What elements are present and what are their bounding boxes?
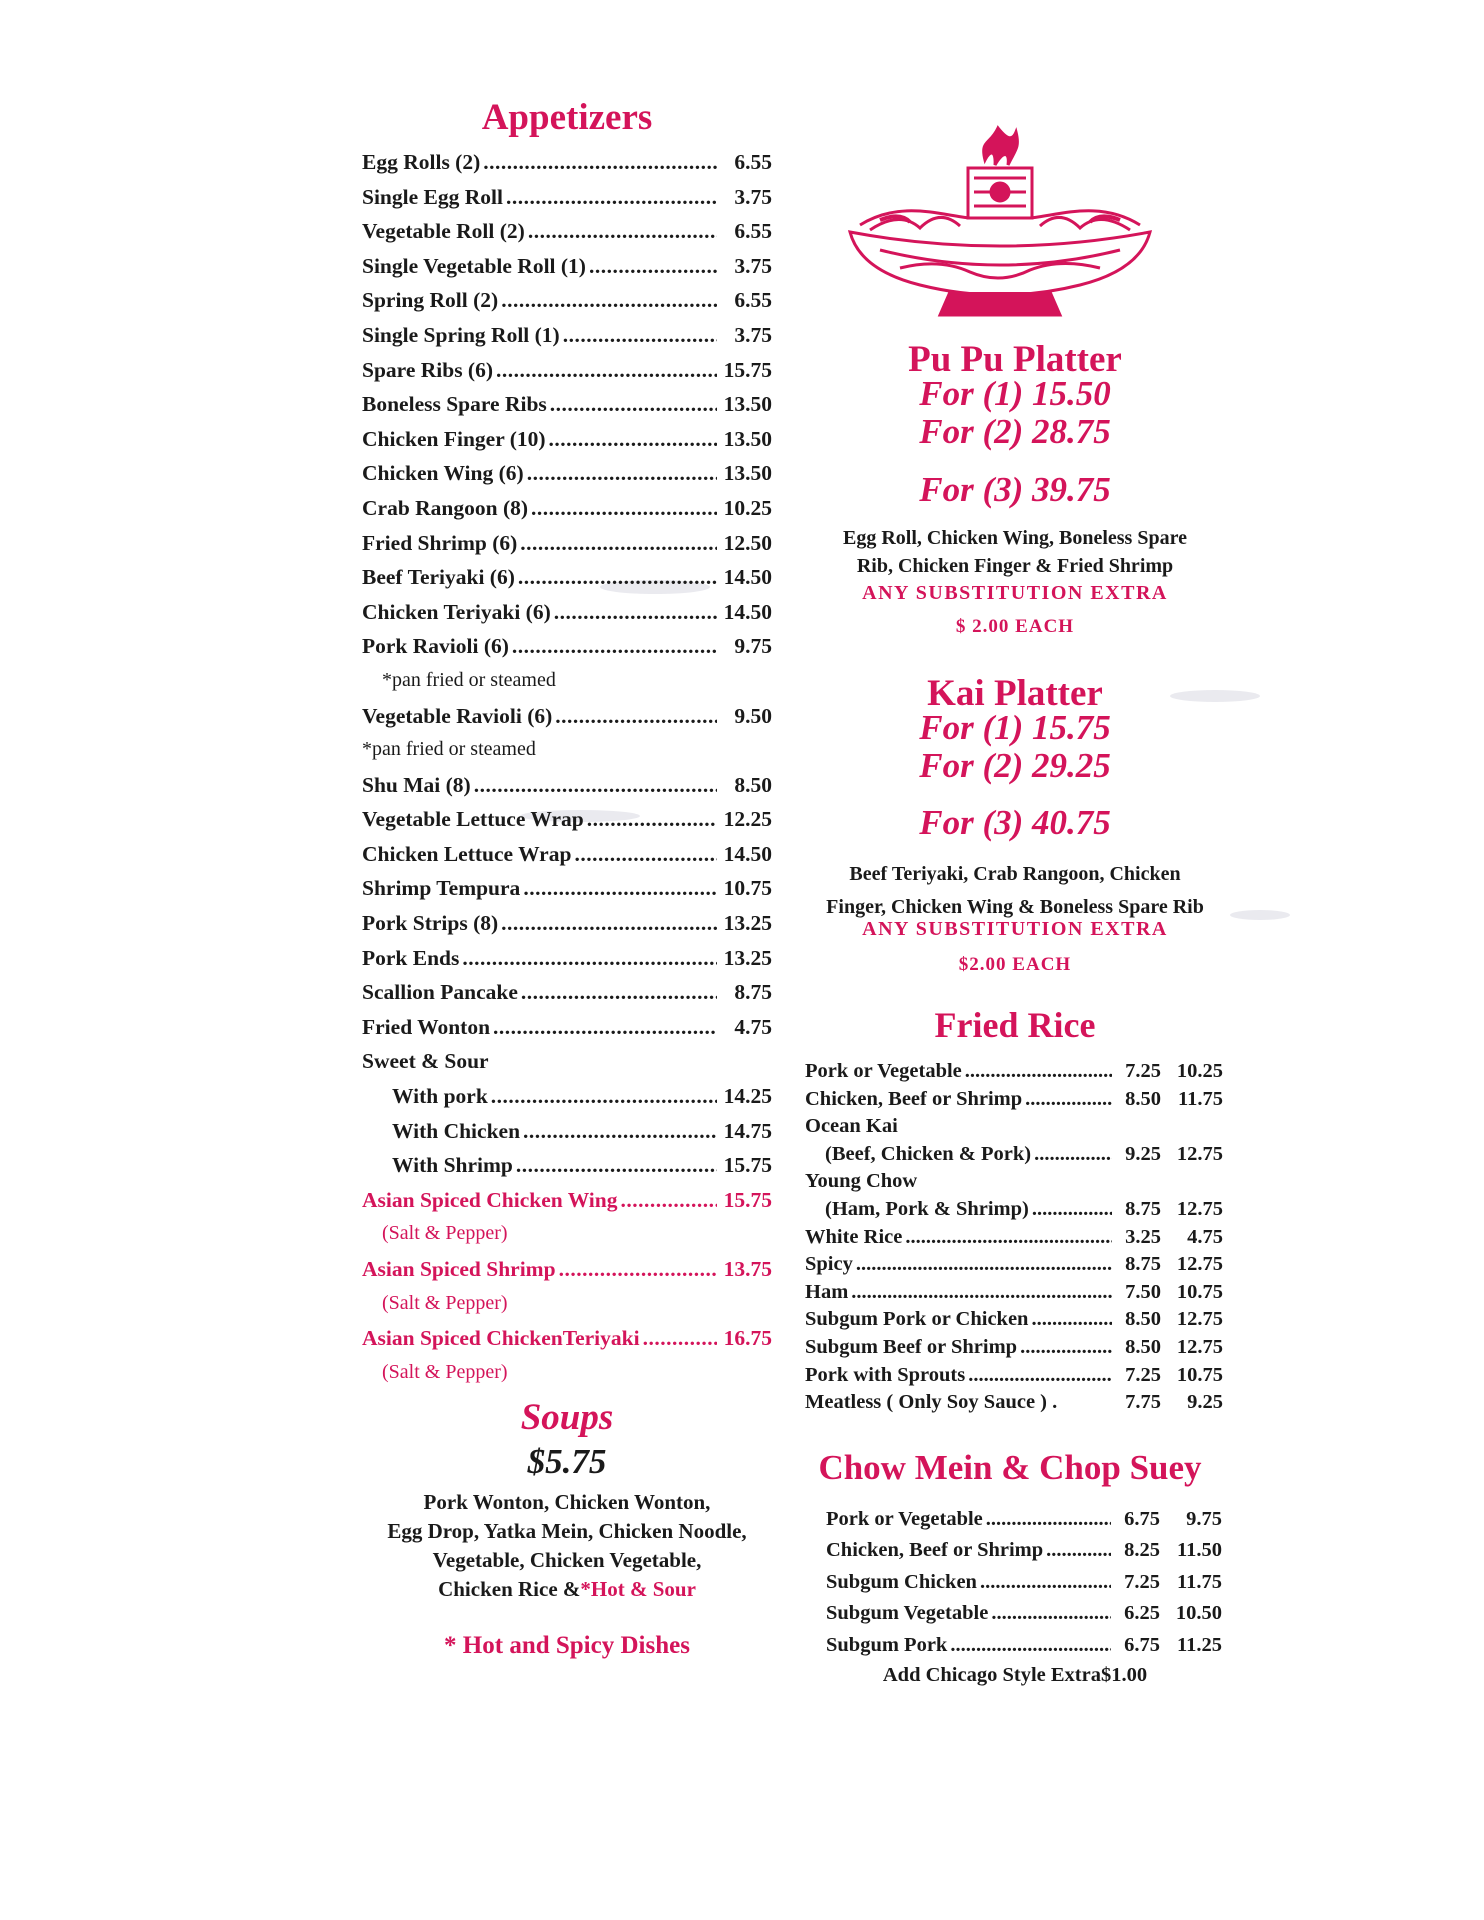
menu-item [805, 1364, 1223, 1392]
menu-item-name: Spare Ribs (6) [362, 357, 494, 382]
menu-item [362, 392, 772, 427]
menu-item [362, 1188, 772, 1223]
menu-item-price: 14.50 [723, 565, 772, 590]
menu-item-name: Spring Roll (2) [362, 288, 499, 313]
menu-item-name: Beef Teriyaki (6) [362, 565, 515, 590]
menu-item-price-small: 6.75 [1124, 1633, 1160, 1656]
dot-leader [506, 185, 717, 210]
dot-leader [523, 876, 717, 901]
dot-leader [589, 254, 717, 279]
soups-title: Soups [520, 1397, 614, 1438]
menu-item [362, 219, 772, 254]
soups-price: $5.75 [527, 1442, 607, 1481]
dot-leader [851, 1281, 1112, 1304]
pupu-substitution: ANY SUBSTITUTION EXTRA [862, 582, 1168, 604]
soups-desc-black: Chicken Rice & [438, 1577, 581, 1601]
menu-item-name: Subgum Pork or Chicken [805, 1308, 1029, 1331]
menu-item [362, 323, 772, 358]
menu-item-name: Subgum Pork [826, 1633, 948, 1656]
menu-item-name: Chicken, Beef or Shrimp [826, 1539, 1044, 1562]
menu-item-price-small: 3.25 [1125, 1225, 1161, 1248]
menu-item-price-small: 8.75 [1125, 1197, 1161, 1220]
menu-item-name: Single Vegetable Roll (1) [362, 253, 586, 278]
dot-leader [555, 704, 717, 729]
menu-item-name: Chicken Finger (10) [362, 426, 546, 451]
menu-item [805, 1336, 1223, 1364]
chow-mein-title: Chow Mein & Chop Suey [818, 1448, 1202, 1487]
soups-desc-line: Egg Drop, Yatka Mein, Chicken Noodle, [387, 1519, 747, 1543]
menu-item [362, 773, 772, 808]
dot-leader [621, 1188, 718, 1213]
menu-item-name: Chicken, Beef or Shrimp [805, 1087, 1023, 1110]
menu-item-price-small: 8.75 [1125, 1253, 1161, 1276]
menu-item-name: With Shrimp [392, 1153, 513, 1178]
menu-item [826, 1634, 1222, 1665]
dot-leader [521, 980, 717, 1005]
menu-item-name: Fried Shrimp (6) [362, 530, 518, 555]
kai-title: Kai Platter [927, 673, 1103, 714]
menu-item-name: Pork or Vegetable [805, 1060, 962, 1082]
pupu-desc-line: Egg Roll, Chicken Wing, Boneless Spare [843, 527, 1187, 549]
menu-item [362, 496, 772, 531]
menu-item-price: 13.25 [723, 945, 772, 970]
menu-item-name: Scallion Pancake [362, 980, 518, 1005]
dot-leader [518, 565, 717, 590]
menu-item-name: Chicken Lettuce Wrap [362, 841, 572, 866]
kai-desc [790, 858, 1240, 924]
menu-item [362, 980, 772, 1015]
menu-item-name: Ham [805, 1280, 849, 1303]
dot-leader [950, 1634, 1111, 1657]
pupu-platter-icon [840, 120, 1160, 320]
menu-item-price: 15.75 [723, 357, 772, 382]
menu-item [805, 1226, 1223, 1254]
menu-item-price-large: 10.75 [1176, 1363, 1223, 1386]
dot-leader [980, 1571, 1111, 1594]
menu-item-price: 6.55 [734, 219, 772, 244]
menu-item-price-small: 7.25 [1124, 1570, 1160, 1593]
menu-item-name: Meatless ( Only Soy Sauce ) . [805, 1391, 1058, 1414]
menu-item-price-large: 11.75 [1177, 1570, 1222, 1593]
menu-item [362, 1084, 772, 1119]
dot-leader [559, 1257, 717, 1282]
chow-mein-list [826, 1508, 1222, 1665]
menu-item-name: Single Egg Roll [362, 184, 503, 209]
menu-item-price-large: 12.75 [1176, 1308, 1223, 1331]
hot-spicy-note: * Hot and Spicy Dishes [444, 1632, 690, 1659]
menu-item [362, 807, 772, 842]
menu-item-name: (Ham, Pork & Shrimp) [825, 1197, 1029, 1220]
menu-item [826, 1539, 1222, 1570]
menu-item-name: White Rice [805, 1225, 903, 1248]
menu-item [362, 531, 772, 566]
menu-item [362, 704, 772, 739]
menu-item [805, 1198, 1223, 1226]
dot-leader [531, 496, 717, 521]
fried-rice-list [805, 1060, 1223, 1419]
menu-item [826, 1508, 1222, 1539]
dot-leader [965, 1060, 1112, 1083]
dot-leader [516, 1153, 717, 1178]
menu-item [362, 600, 772, 635]
menu-item-name: Vegetable Ravioli (6) [362, 703, 553, 728]
kai-desc-line: Beef Teriyaki, Crab Rangoon, Chicken [849, 863, 1181, 885]
menu-item [805, 1088, 1223, 1116]
dot-leader [1020, 1336, 1112, 1359]
menu-item-price: 16.75 [723, 1326, 772, 1351]
menu-item-price: 13.25 [723, 911, 772, 936]
menu-item-price-small: 6.75 [1124, 1508, 1160, 1530]
menu-item [362, 946, 772, 981]
menu-item-name: Shrimp Tempura [362, 876, 521, 901]
menu-item-name: Chicken Wing (6) [362, 461, 524, 486]
dot-leader [501, 288, 717, 313]
pupu-for-1: For (1) 15.50 [919, 374, 1111, 413]
menu-item-price: 15.75 [723, 1187, 772, 1212]
menu-item-price: 3.75 [734, 322, 772, 347]
appetizers-title: Appetizers [481, 97, 653, 138]
menu-item-price-small: 9.25 [1125, 1142, 1161, 1165]
kai-desc-line: Finger, Chicken Wing & Boneless Spare Rib [826, 896, 1204, 918]
menu-item-price-large: 10.75 [1176, 1280, 1223, 1303]
dot-leader [1032, 1198, 1112, 1221]
menu-item-name: Pork Ends [362, 945, 460, 970]
menu-item [362, 1153, 772, 1188]
menu-item-name: Vegetable Lettuce Wrap [362, 807, 584, 832]
menu-item-name: Fried Wonton [362, 1014, 491, 1039]
menu-note: (Salt & Pepper) [382, 1222, 508, 1245]
menu-item [362, 1015, 772, 1050]
menu-item-price-small: 7.75 [1125, 1391, 1161, 1414]
menu-item-price: 14.50 [723, 599, 772, 624]
menu-item-price: 3.75 [734, 253, 772, 278]
menu-item [826, 1602, 1222, 1633]
dot-leader [528, 219, 717, 244]
dot-leader [523, 1119, 717, 1144]
menu-item [805, 1253, 1223, 1281]
menu-item-price: 3.75 [734, 184, 772, 209]
menu-item-name: Subgum Beef or Shrimp [805, 1335, 1018, 1358]
menu-item [805, 1143, 1223, 1171]
pupu-title: Pu Pu Platter [908, 339, 1122, 380]
menu-item-name: Pork Ravioli (6) [362, 634, 509, 659]
dot-leader [491, 1084, 717, 1109]
kai-substitution: ANY SUBSTITUTION EXTRA [862, 918, 1168, 940]
menu-item-price: 14.25 [723, 1084, 772, 1109]
menu-item [826, 1571, 1222, 1602]
menu-item-name: (Beef, Chicken & Pork) [825, 1142, 1032, 1165]
dot-leader [574, 842, 717, 867]
dot-leader [856, 1253, 1112, 1276]
menu-item-price: 14.75 [723, 1118, 772, 1143]
menu-item-name: Pork Strips (8) [362, 911, 499, 936]
menu-item-price-small: 8.50 [1125, 1087, 1161, 1110]
menu-note: (Salt & Pepper) [382, 1360, 508, 1383]
dot-leader [474, 773, 717, 798]
menu-item [362, 842, 772, 877]
menu-item-price: 8.75 [734, 980, 772, 1005]
dot-leader [905, 1226, 1112, 1249]
dot-leader [527, 461, 717, 486]
menu-note: *pan fried or steamed [362, 738, 536, 761]
menu-item-price-large: 11.50 [1177, 1539, 1222, 1562]
dot-leader [563, 323, 717, 348]
menu-item-price: 10.75 [723, 876, 772, 901]
menu-item-name: Spicy [805, 1253, 853, 1276]
menu-item [362, 461, 772, 496]
menu-item-price: 9.75 [734, 634, 772, 659]
menu-item [362, 876, 772, 911]
menu-item-name: Asian Spiced Chicken Wing [362, 1187, 618, 1212]
soups-desc-line: Vegetable, Chicken Vegetable, [432, 1548, 702, 1572]
menu-subheading: Ocean Kai [805, 1115, 898, 1138]
soups-desc [340, 1488, 794, 1604]
menu-item [362, 1119, 772, 1154]
menu-item-name: Subgum Vegetable [826, 1602, 989, 1625]
menu-item-price: 13.50 [723, 461, 772, 486]
menu-item-name: Egg Rolls (2) [362, 150, 481, 174]
menu-item [362, 254, 772, 289]
menu-item [362, 185, 772, 220]
dot-leader [1025, 1088, 1112, 1111]
menu-item [362, 150, 772, 185]
dot-leader [554, 600, 717, 625]
menu-item-price-large: 12.75 [1176, 1253, 1223, 1276]
menu-item-price: 13.50 [723, 426, 772, 451]
menu-item-price: 12.25 [723, 807, 772, 832]
pupu-desc [800, 524, 1230, 580]
menu-item-name: With Chicken [392, 1118, 521, 1143]
menu-item-price-small: 7.50 [1125, 1280, 1161, 1303]
dot-leader [483, 150, 717, 175]
menu-item-price: 14.50 [723, 841, 772, 866]
dot-leader [991, 1602, 1111, 1625]
menu-item-name: Pork with Sprouts [805, 1363, 966, 1386]
menu-item-price: 8.50 [734, 772, 772, 797]
menu-item-price-small: 8.25 [1124, 1539, 1160, 1562]
menu-subheading: Young Chow [805, 1170, 918, 1193]
menu-item-price-large: 11.75 [1178, 1087, 1223, 1110]
dot-leader [512, 634, 717, 659]
menu-note: (Salt & Pepper) [382, 1291, 508, 1314]
menu-item-price-large: 12.75 [1176, 1197, 1223, 1220]
menu-item-price-large: 12.75 [1176, 1142, 1223, 1165]
menu-item-price: 6.55 [734, 150, 772, 174]
kai-for-2: For (2) 29.25 [919, 746, 1111, 785]
menu-item-price: 10.25 [723, 495, 772, 520]
menu-item-price: 4.75 [734, 1014, 772, 1039]
dot-leader [1034, 1143, 1112, 1166]
menu-item-price-large: 10.50 [1175, 1602, 1222, 1625]
dot-leader [493, 1015, 717, 1040]
menu-item-price: 13.50 [723, 392, 772, 417]
pupu-each: $ 2.00 EACH [955, 616, 1075, 637]
menu-item-price: 15.75 [723, 1153, 772, 1178]
menu-item-name: Crab Rangoon (8) [362, 495, 529, 520]
menu-subheading: Sweet & Sour [362, 1049, 489, 1074]
dot-leader [520, 531, 717, 556]
chicago-style-extra: Add Chicago Style Extra$1.00 [882, 1664, 1148, 1686]
dot-leader [587, 807, 717, 832]
menu-item-name: Single Spring Roll (1) [362, 322, 560, 347]
dot-leader [549, 427, 717, 452]
soups-desc-line: Pork Wonton, Chicken Wonton, [423, 1490, 711, 1514]
menu-item-price-small: 6.25 [1124, 1602, 1160, 1625]
kai-for-3: For (3) 40.75 [919, 803, 1111, 842]
menu-item [805, 1281, 1223, 1309]
menu-item-name: Vegetable Roll (2) [362, 219, 525, 244]
menu-item-name: With pork [392, 1084, 488, 1109]
soups-desc-line [340, 1575, 794, 1604]
menu-item-price: 6.55 [734, 288, 772, 313]
menu-item-price-small: 7.25 [1125, 1060, 1161, 1082]
menu-item-price: 13.75 [723, 1257, 772, 1281]
dot-leader [986, 1508, 1111, 1531]
menu-item-name: Asian Spiced Shrimp [362, 1257, 556, 1281]
menu-item [362, 565, 772, 600]
menu-item-price: 12.50 [723, 530, 772, 555]
menu-item-price-small: 8.50 [1125, 1335, 1161, 1358]
fried-rice-title: Fried Rice [934, 1005, 1096, 1045]
pupu-for-3: For (3) 39.75 [919, 470, 1111, 509]
menu-item [362, 634, 772, 669]
dot-leader [968, 1364, 1112, 1387]
menu-item-name: Shu Mai (8) [362, 772, 471, 797]
dot-leader [643, 1326, 717, 1351]
menu-item [362, 427, 772, 462]
menu-item-price-small: 7.25 [1125, 1363, 1161, 1386]
dot-leader [1031, 1308, 1112, 1331]
kai-for-1: For (1) 15.75 [919, 708, 1111, 747]
dot-leader [501, 911, 717, 936]
menu-item [805, 1308, 1223, 1336]
menu-item-price-large: 12.75 [1176, 1335, 1223, 1358]
menu-item-name: Chicken Teriyaki (6) [362, 599, 551, 624]
appetizers-list [362, 150, 772, 1395]
menu-item-name: Asian Spiced ChickenTeriyaki [362, 1326, 640, 1351]
menu-item [362, 1257, 772, 1292]
menu-item-price-large: 11.25 [1177, 1633, 1222, 1656]
menu-item-price-large: 9.25 [1187, 1391, 1223, 1414]
dot-leader [1046, 1539, 1111, 1562]
dot-leader [496, 358, 717, 383]
menu-item [362, 358, 772, 393]
pupu-desc-line: Rib, Chicken Finger & Fried Shrimp [856, 555, 1174, 577]
menu-item-price: 9.50 [734, 703, 772, 728]
menu-item-price-large: 9.75 [1186, 1508, 1222, 1530]
dot-leader [550, 392, 717, 417]
menu-item [805, 1060, 1223, 1088]
hot-sour-label: *Hot & Sour [580, 1577, 696, 1601]
menu-item-price-large: 4.75 [1187, 1225, 1223, 1248]
menu-item-name: Boneless Spare Ribs [362, 392, 547, 417]
kai-each: $2.00 EACH [958, 954, 1072, 975]
pupu-for-2: For (2) 28.75 [919, 412, 1111, 451]
menu-note: *pan fried or steamed [382, 668, 556, 691]
menu-item [362, 288, 772, 323]
menu-item-price-large: 10.25 [1176, 1060, 1223, 1082]
menu-item [805, 1391, 1223, 1419]
menu-item [362, 1326, 772, 1361]
menu-item-name: Pork or Vegetable [826, 1508, 983, 1530]
menu-item-name: Subgum Chicken [826, 1570, 977, 1593]
dot-leader [462, 946, 717, 971]
menu-item-price-small: 8.50 [1125, 1308, 1161, 1331]
menu-item [362, 911, 772, 946]
